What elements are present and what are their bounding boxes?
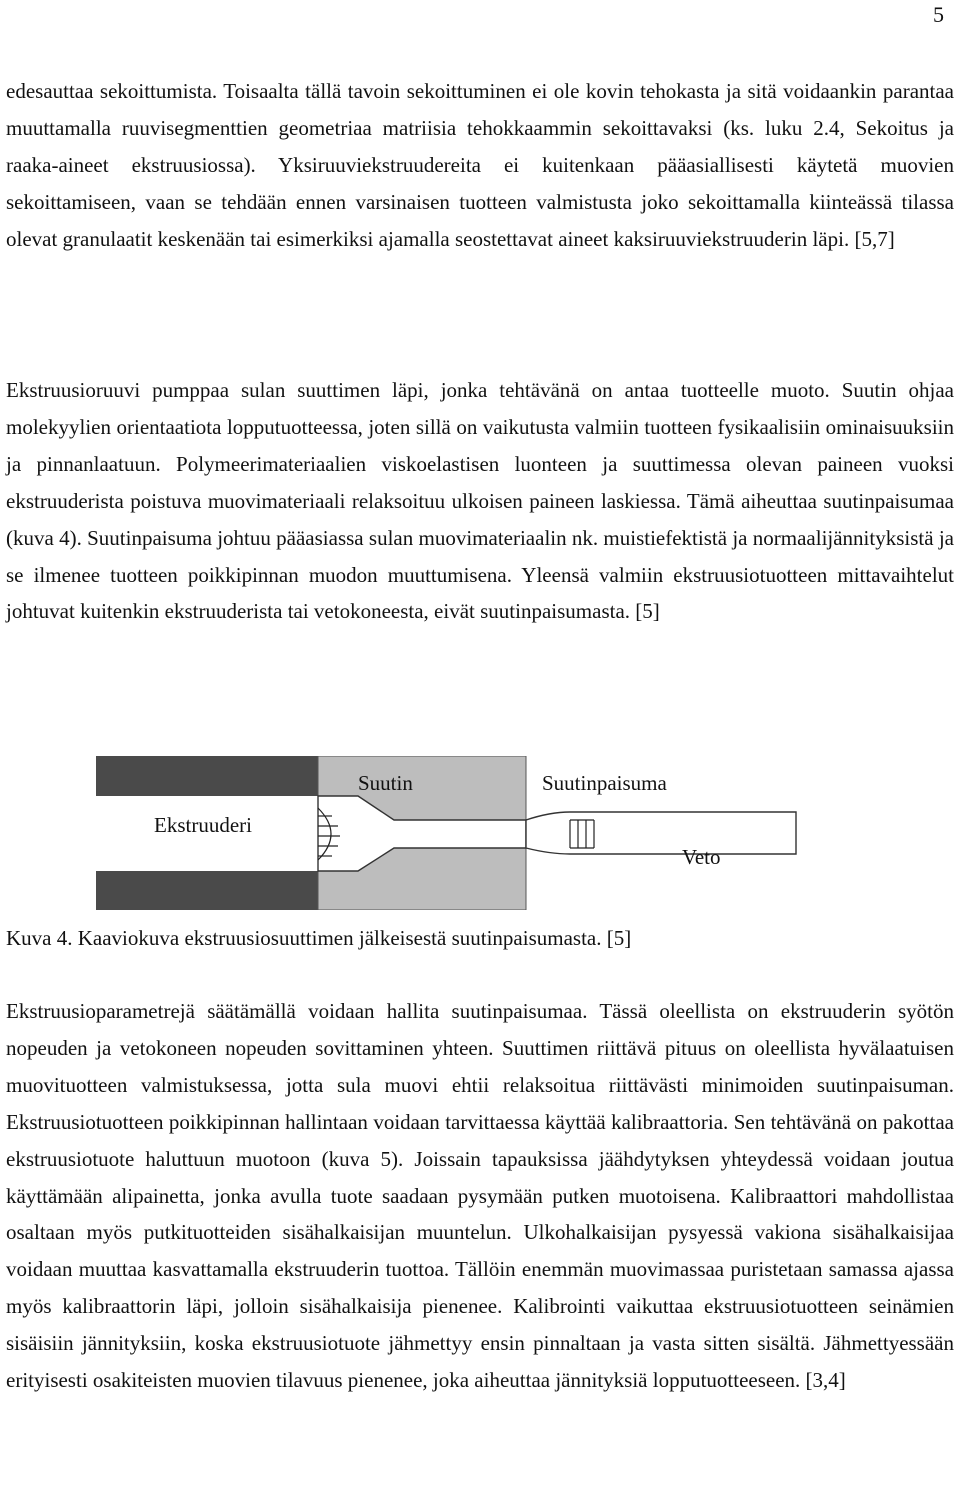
label-veto: Veto — [682, 845, 721, 869]
label-ekstruuderi: Ekstruuderi — [154, 813, 252, 837]
paragraph-mixing: edesauttaa sekoittumista. Toisaalta tällä tavoin sekoittuminen ei ole kovin tehokasta ja sitä voidaankin parantaa muuttamalla ruuvisegmenttien geometriaa matriisia tehokkaammin sekoittavaksi (ks. luku 2.4, Sekoitus ja raaka-aineet ekstruusiossa). Yksiruuviekstruudereita ei kuitenkaan pääasiallisesti käytetä muovien sekoittamiseen, vaan se tehdään ennen varsinaisen tuotteen valmistusta joko sekoittamalla kiinteässä tilassa olevat granulaatit keskenään tai esimerkiksi ajamalla seostettavat aineet kaksiruuviekstruuderin läpi. [5,7] — [6, 79, 954, 251]
label-suutin: Suutin — [358, 771, 413, 795]
paragraph-die-swell: Ekstruusioruuvi pumppaa sulan suuttimen läpi, jonka tehtävänä on antaa tuotteelle muoto. Suutin ohjaa molekyylien orientaatiota lopputuotteessa, joten sillä on vaikutusta valmiin tuotteen fysikaalisiin ominaisuuksiin ja pinnanlaatuun. Polymeerimateriaalien viskoelastisen luonteen ja suuttimessa olevan paineen vuoksi ekstruuderista poistuva muovimateriaali relaksoituu ulkoisen paineen laskiessa. Tämä aiheuttaa suutinpaisumaa (kuva 4). Suutinpaisuma johtuu pääasiassa sulan muovimateriaalin nk. muistiefektistä ja normaalijännityksistä ja se ilmenee tuotteen poikkipinnan muodon muuttumisena. Yleensä valmiin ekstruusiotuotteen mittavaihtelut johtuvat kuitenkin ekstruuderista tai vetokoneesta, eivät suutinpaisumasta. [5] — [6, 378, 954, 624]
figure-caption: Kuva 4. Kaaviokuva ekstruusiosuuttimen jälkeisestä suutinpaisumasta. [5] — [6, 926, 632, 950]
page-number: 5 — [933, 2, 944, 27]
label-suutinpaisuma: Suutinpaisuma — [542, 771, 667, 795]
swollen-extrudate — [526, 812, 796, 854]
paragraph-calibration: Ekstruusioparametrejä säätämällä voidaan hallita suutinpaisumaa. Tässä oleellista on ekstruuderin syötön nopeuden ja vetokoneen nopeuden sovittaminen yhteen. Suuttimen riittävä pituus on oleellista hyvälaatuisen muovituotteen valmistuksessa, jotta sula muovi ehtii relaksoitua riittävästi minimoiden suutinpaisuman. Ekstruusiotuotteen poikkipinnan hallintaan voidaan tarvittaessa käyttää kalibraattoria. Sen tehtävänä on pakottaa ekstruusiotuote haluttuun muotoon (kuva 5). Joissain tapauksissa jäähdytyksen yhteydessä voidaan joutua käyttämään alipainetta, jonka avulla tuote saadaan pysymään putken muotoisena. Kalibraattori mahdollistaa osaltaan myös putkituotteiden sisähalkaisijan muuntelun. Ulkohalkaisijan pysyessä vakiona sisähalkaisijaa voidaan muuttaa kasvattamalla ekstruuderin tuottoa. Tällöin enemmän muovimassaa puristetaan samassa ajassa myös kalibraattorin läpi, jolloin sisähalkaisija pienenee. Kalibrointi vaikuttaa ekstruusiotuotteen seinämien sisäisiin jännityksiin, koska ekstruusiotuote jähmettyy ensin pinnaltaan ja vasta sitten sisältä. Jähmettyessään erityisesti osakiteisten muovien tilavuus pienenee, joka aiheuttaa jännityksiä lopputuotteeseen. [3,4] — [6, 999, 954, 1393]
die-swell-diagram — [96, 756, 826, 910]
